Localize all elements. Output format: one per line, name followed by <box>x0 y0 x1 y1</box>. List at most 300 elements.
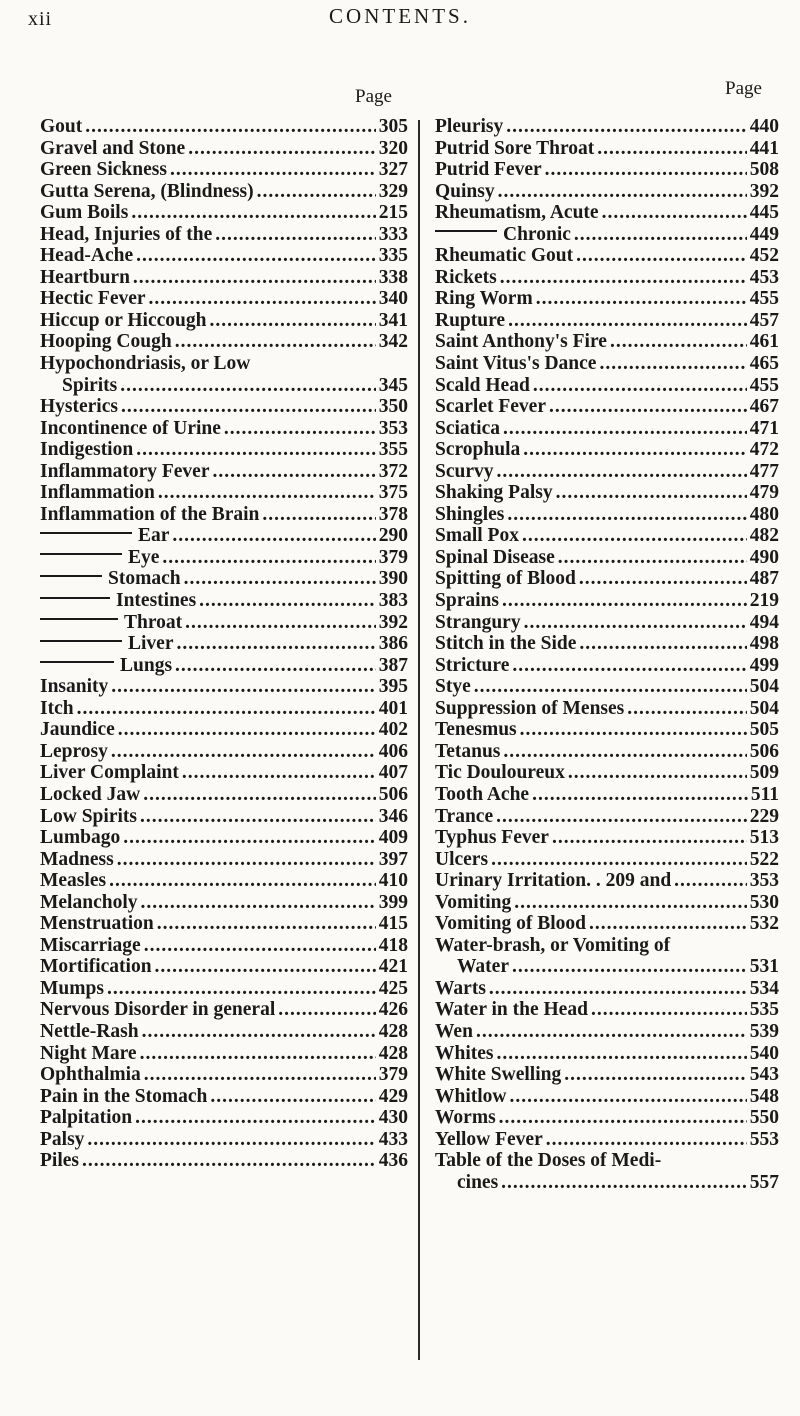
toc-entry <box>40 439 408 461</box>
toc-entry-label <box>40 935 141 957</box>
toc-entry <box>40 676 408 698</box>
dot-leader <box>591 999 747 1021</box>
toc-entry-text: Measles <box>40 870 107 892</box>
toc-entry-text: Shaking Palsy <box>435 482 553 504</box>
toc-entry-page: 406 <box>378 740 408 762</box>
toc-entry-label <box>435 978 486 1000</box>
toc-entry-text: Gutta Serena, (Blindness) <box>40 180 254 202</box>
toc-entry-text: Hectic Fever <box>40 288 146 310</box>
toc-entry-label <box>40 676 108 698</box>
toc-entry-page: 535 <box>749 999 779 1021</box>
toc-entry-text: Spinal Disease <box>435 546 555 568</box>
dot-leader <box>107 978 376 1000</box>
toc-entry-page: 215 <box>378 202 408 224</box>
toc-entry-page: 433 <box>378 1128 408 1150</box>
toc-entry-label <box>40 870 106 892</box>
toc-entry-page: 440 <box>749 116 779 137</box>
toc-entry-label <box>435 719 517 741</box>
toc-entry-text: Nettle-Rash <box>40 1020 139 1042</box>
toc-entry-page: 333 <box>378 223 408 245</box>
dot-leader <box>574 224 747 246</box>
dot-leader <box>579 568 747 590</box>
toc-entry-text: Heartburn <box>40 266 130 288</box>
toc-entry-text: Scrophula <box>435 439 521 461</box>
ditto-dash <box>40 597 110 599</box>
toc-entry <box>40 1086 408 1108</box>
toc-entry-label <box>435 159 542 181</box>
toc-entry-text: Hiccup or Hiccough <box>40 309 207 331</box>
dot-leader <box>144 1064 376 1086</box>
toc-entry <box>40 396 408 418</box>
toc-entry-text: Head-Ache <box>40 245 134 267</box>
dot-leader <box>77 698 376 720</box>
toc-entry-label <box>40 1150 79 1172</box>
dot-leader <box>506 116 747 138</box>
toc-entry-label <box>435 116 503 138</box>
toc-entry-page: 342 <box>378 331 408 353</box>
toc-entry-text: Tic Douloureux <box>435 762 565 784</box>
ditto-dash <box>40 532 132 534</box>
toc-entry <box>40 181 408 203</box>
toc-entry <box>435 547 779 569</box>
dot-leader <box>512 956 747 978</box>
dot-leader <box>508 310 747 332</box>
toc-entry-label <box>40 482 155 504</box>
toc-entry <box>435 568 779 590</box>
toc-entry <box>435 935 779 957</box>
dot-leader <box>498 181 747 203</box>
toc-entry <box>435 956 779 978</box>
toc-entry-label <box>40 762 179 784</box>
ditto-dash <box>40 661 114 663</box>
dot-leader <box>589 913 747 935</box>
toc-entry-page: 508 <box>749 159 779 181</box>
toc-entry-label <box>40 892 138 914</box>
toc-entry-text: Sciatica <box>435 417 500 439</box>
toc-entry <box>435 913 779 935</box>
toc-entry-page: 548 <box>749 1085 779 1107</box>
toc-entry <box>435 288 779 310</box>
toc-entry-text: Leprosy <box>40 740 108 762</box>
toc-entry-text: Whitlow <box>435 1085 507 1107</box>
toc-entry <box>435 1064 779 1086</box>
toc-entry <box>40 978 408 1000</box>
toc-entry <box>40 849 408 871</box>
toc-entry-text: Vomiting <box>435 891 512 913</box>
toc-entry <box>40 202 408 224</box>
toc-entry-text: Hypochondriasis, or Low <box>40 353 251 375</box>
toc-entry-page: 461 <box>749 331 779 353</box>
toc-entry-text: Piles <box>40 1150 79 1172</box>
toc-entry-page: 421 <box>378 956 408 978</box>
toc-entry-page: 482 <box>749 525 779 547</box>
toc-entry-text: Ulcers <box>435 848 489 870</box>
toc-entry-text: Rupture <box>435 309 506 331</box>
toc-entry-label <box>40 633 173 655</box>
toc-entry-page: 409 <box>378 827 408 849</box>
toc-entry <box>40 1064 408 1086</box>
toc-entry-page: 506 <box>378 783 408 805</box>
toc-entry-page: 436 <box>378 1150 408 1172</box>
toc-entry <box>40 719 408 741</box>
toc-entry-page: 379 <box>378 1064 408 1086</box>
toc-entry-text: cines <box>457 1171 499 1193</box>
toc-entry-text: Water <box>457 956 509 978</box>
ditto-dash <box>435 230 497 232</box>
toc-entry <box>40 913 408 935</box>
toc-entry-text: Palsy <box>40 1128 85 1150</box>
toc-entry-page: 229 <box>749 805 779 827</box>
dot-leader <box>262 504 375 526</box>
toc-entry-page: 340 <box>378 288 408 310</box>
toc-entry-text: Quinsy <box>435 180 495 202</box>
toc-entry-text: Rheumatism, Acute <box>435 202 599 224</box>
toc-entry-text: Tetanus <box>435 740 501 762</box>
toc-entry-text: Head, Injuries of the <box>40 223 213 245</box>
toc-entry-page: 490 <box>749 546 779 568</box>
toc-entry-text: Ring Worm <box>435 288 533 310</box>
toc-entry-label <box>435 784 529 806</box>
toc-entry-text: Hysterics <box>40 396 118 418</box>
toc-entry <box>40 568 408 590</box>
toc-entry-text: Eye <box>128 546 160 568</box>
toc-entry-text: Incontinence of Urine <box>40 417 221 439</box>
toc-entry-page: 539 <box>749 1020 779 1042</box>
right-page-label: Page <box>725 78 762 99</box>
toc-entry-text: Madness <box>40 848 114 870</box>
toc-entry <box>435 1150 779 1172</box>
toc-entry <box>40 633 408 655</box>
toc-entry-text: Scurvy <box>435 460 494 482</box>
toc-entry-text: Ophthalmia <box>40 1064 141 1086</box>
toc-entry-page: 504 <box>749 697 779 719</box>
toc-entry-label <box>435 331 607 353</box>
toc-entry-page: 350 <box>378 396 408 418</box>
dot-leader <box>184 568 376 590</box>
dot-leader <box>499 1107 747 1129</box>
dot-leader <box>123 827 376 849</box>
toc-entry-label <box>435 547 555 569</box>
toc-entry <box>435 245 779 267</box>
toc-entry-label <box>435 224 571 246</box>
toc-entry <box>40 353 408 375</box>
toc-entry-label <box>40 310 206 332</box>
toc-entry-text: Pleurisy <box>435 116 504 137</box>
dot-leader <box>627 698 746 720</box>
toc-entry-page: 290 <box>378 525 408 547</box>
dot-leader <box>507 504 746 526</box>
toc-entry-page: 445 <box>749 202 779 224</box>
toc-entry-text: Pain in the Stomach <box>40 1085 208 1107</box>
toc-entry <box>40 116 408 138</box>
dot-leader <box>610 331 747 353</box>
dot-leader <box>576 245 747 267</box>
toc-entry-page: 441 <box>749 137 779 159</box>
toc-entry-label <box>435 741 500 763</box>
toc-entry-text: Chronic <box>503 223 571 245</box>
toc-entry-label <box>435 827 549 849</box>
toc-entry-text: Miscarriage <box>40 934 141 956</box>
toc-entry-page: 392 <box>378 611 408 633</box>
toc-entry-label <box>435 1043 494 1065</box>
page-number: xii <box>28 8 53 30</box>
toc-entry-label <box>40 590 196 612</box>
dot-leader <box>552 827 747 849</box>
toc-entry-page: 487 <box>749 568 779 590</box>
dot-leader <box>533 375 747 397</box>
toc-entry-page: 480 <box>749 503 779 525</box>
toc-entry-page: 553 <box>749 1128 779 1150</box>
toc-entry-text: Spirits <box>62 374 118 396</box>
dot-leader <box>503 418 747 440</box>
toc-entry-page: 329 <box>378 180 408 202</box>
dot-leader <box>549 396 747 418</box>
running-head: CONTENTS. <box>329 4 471 28</box>
dot-leader <box>121 396 376 418</box>
dot-leader <box>489 978 747 1000</box>
toc-entry-text: Water in the Head <box>435 999 588 1021</box>
dot-leader <box>556 482 747 504</box>
toc-entry-text: Lumbago <box>40 827 121 849</box>
toc-entry-label <box>40 331 172 353</box>
toc-entry-page: 415 <box>378 913 408 935</box>
toc-entry-label <box>435 245 573 267</box>
dot-leader <box>278 999 376 1021</box>
toc-entry <box>435 461 779 483</box>
toc-entry <box>435 181 779 203</box>
toc-entry-text: Putrid Fever <box>435 159 542 181</box>
toc-entry <box>435 1172 779 1194</box>
dot-leader <box>157 913 376 935</box>
toc-entry <box>435 784 779 806</box>
dot-leader <box>140 806 376 828</box>
toc-entry <box>435 1107 779 1129</box>
toc-entry-page: 504 <box>749 676 779 698</box>
toc-entry <box>435 138 779 160</box>
dot-leader <box>175 331 376 353</box>
dot-leader <box>109 870 376 892</box>
toc-entry-text: Throat <box>124 611 183 633</box>
toc-entry <box>40 1043 408 1065</box>
toc-entry-text: Ear <box>138 525 170 547</box>
dot-leader <box>497 461 747 483</box>
toc-entry <box>40 741 408 763</box>
toc-entry <box>435 870 779 892</box>
dot-leader <box>558 547 747 569</box>
toc-entry-label <box>435 396 546 418</box>
toc-entry <box>40 935 408 957</box>
toc-entry <box>40 612 408 634</box>
toc-entry-label <box>435 999 588 1021</box>
dot-leader <box>144 935 376 957</box>
toc-entry <box>435 224 779 246</box>
toc-entry-label <box>40 1107 132 1129</box>
dot-leader <box>500 267 747 289</box>
toc-entry-text: Shingles <box>435 503 505 525</box>
toc-entry <box>435 762 779 784</box>
toc-entry-text: Nervous Disorder in general <box>40 999 276 1021</box>
toc-entry <box>40 784 408 806</box>
toc-entry-page: 557 <box>749 1171 779 1193</box>
toc-entry <box>40 138 408 160</box>
right-column <box>435 116 779 1193</box>
toc-entry <box>435 525 779 547</box>
toc-entry <box>435 418 779 440</box>
toc-entry-text: Tenesmus <box>435 719 517 741</box>
toc-entry <box>40 375 408 397</box>
toc-entry-page: 467 <box>749 396 779 418</box>
toc-entry-text: Liver <box>128 633 174 655</box>
dot-leader <box>520 719 747 741</box>
dot-leader <box>503 741 746 763</box>
toc-entry-label <box>40 1086 207 1108</box>
dot-leader <box>199 590 376 612</box>
toc-entry <box>435 827 779 849</box>
dot-leader <box>170 159 376 181</box>
toc-entry-page: 345 <box>378 374 408 396</box>
toc-entry <box>435 375 779 397</box>
dot-leader <box>143 784 376 806</box>
toc-entry-page: 399 <box>378 891 408 913</box>
toc-entry-text: Itch <box>40 697 74 719</box>
toc-entry-label <box>435 849 488 871</box>
toc-entry-text: Inflammation <box>40 482 155 504</box>
toc-entry <box>435 849 779 871</box>
toc-entry-text: Mumps <box>40 977 104 999</box>
toc-entry-page: 386 <box>378 633 408 655</box>
toc-entry-page: 353 <box>749 870 779 892</box>
toc-entry-label <box>40 827 120 849</box>
toc-entry <box>40 288 408 310</box>
toc-entry-label <box>435 461 494 483</box>
toc-entry-label <box>40 224 212 246</box>
ditto-dash <box>40 575 102 577</box>
toc-entry-label <box>40 978 104 1000</box>
toc-entry <box>435 353 779 375</box>
toc-entry-text: Stricture <box>435 654 510 676</box>
toc-entry-page: 395 <box>378 676 408 698</box>
toc-entry-text: Jaundice <box>40 719 115 741</box>
toc-entry-label <box>40 159 167 181</box>
dot-leader <box>568 762 747 784</box>
toc-entry-label <box>40 806 137 828</box>
dot-leader <box>135 1107 376 1129</box>
toc-entry <box>435 741 779 763</box>
toc-entry-label <box>40 202 128 224</box>
toc-entry <box>40 245 408 267</box>
dot-leader <box>501 1172 747 1194</box>
toc-entry-page: 540 <box>749 1042 779 1064</box>
dot-leader <box>111 676 375 698</box>
dot-leader <box>224 418 376 440</box>
toc-entry-label <box>435 913 586 935</box>
toc-entry-text: Gum Boils <box>40 202 129 224</box>
dot-leader <box>149 288 376 310</box>
dot-leader <box>512 655 746 677</box>
dot-leader <box>209 310 375 332</box>
dot-leader <box>85 116 375 138</box>
toc-entry-text: Stye <box>435 676 471 698</box>
column-divider <box>418 120 420 1360</box>
toc-entry-page: 372 <box>378 460 408 482</box>
toc-entry-text: Gout <box>40 116 83 137</box>
toc-entry-label <box>435 181 495 203</box>
toc-entry <box>40 461 408 483</box>
toc-entry-text: Mortification <box>40 956 152 978</box>
toc-entry-page: 530 <box>749 891 779 913</box>
toc-entry-label <box>435 504 504 526</box>
toc-entry-page: 305 <box>378 116 408 137</box>
toc-entry <box>40 1021 408 1043</box>
toc-entry-page: 494 <box>749 611 779 633</box>
toc-entry <box>40 547 408 569</box>
toc-entry-page: 543 <box>749 1064 779 1086</box>
toc-entry-label <box>40 461 209 483</box>
dot-leader <box>185 612 376 634</box>
toc-entry-page: 457 <box>749 309 779 331</box>
toc-entry <box>40 590 408 612</box>
toc-entry-text: Intestines <box>116 590 197 612</box>
dot-leader <box>120 375 375 397</box>
toc-entry-page: 418 <box>378 934 408 956</box>
toc-entry-text: Saint Anthony's Fire <box>435 331 607 353</box>
toc-entry-label <box>435 612 521 634</box>
toc-entry-label <box>40 719 115 741</box>
dot-leader <box>176 633 375 655</box>
toc-entry-label <box>435 439 520 461</box>
dot-leader <box>141 892 376 914</box>
toc-entry-text: Yellow Fever <box>435 1128 543 1150</box>
toc-entry-label <box>435 288 533 310</box>
left-page-label: Page <box>355 86 392 107</box>
toc-entry-label <box>40 138 185 160</box>
dot-leader <box>476 1021 747 1043</box>
toc-entry-text: White Swelling <box>435 1064 562 1086</box>
toc-entry <box>40 956 408 978</box>
toc-entry <box>435 590 779 612</box>
toc-entry-text: Scarlet Fever <box>435 396 546 418</box>
dot-leader <box>210 1086 375 1108</box>
dot-leader <box>545 159 747 181</box>
toc-entry-label <box>435 138 594 160</box>
toc-entry-label <box>435 1107 496 1129</box>
toc-entry-text: Rickets <box>435 266 497 288</box>
dot-leader <box>111 741 376 763</box>
toc-entry <box>40 482 408 504</box>
toc-entry-label <box>435 1150 661 1172</box>
dot-leader <box>496 806 747 828</box>
toc-entry-page: 531 <box>749 956 779 978</box>
dot-leader <box>597 138 746 160</box>
ditto-dash <box>40 553 122 555</box>
toc-entry-label <box>435 762 565 784</box>
toc-entry-page: 472 <box>749 439 779 461</box>
toc-entry-label <box>40 999 275 1021</box>
toc-entry <box>435 1086 779 1108</box>
toc-entry <box>40 870 408 892</box>
toc-entry-label <box>40 418 221 440</box>
toc-entry <box>435 1043 779 1065</box>
toc-entry-page: 505 <box>749 719 779 741</box>
toc-entry-text: Warts <box>435 977 486 999</box>
dot-leader <box>579 633 746 655</box>
toc-entry <box>40 827 408 849</box>
toc-entry <box>435 999 779 1021</box>
dot-leader <box>87 1129 375 1151</box>
toc-entry-label <box>457 956 509 978</box>
toc-entry-page: 452 <box>749 245 779 267</box>
ditto-dash <box>40 640 122 642</box>
